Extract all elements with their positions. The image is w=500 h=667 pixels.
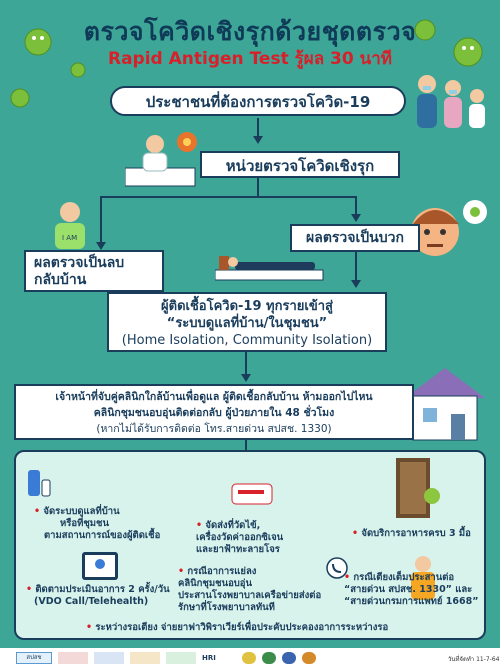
service-item-home-care: • จัดระบบดูแลที่บ้าน หรือที่ชุมชน ตามสถานการณ์ของผู้ติดเชื้อ [34, 506, 194, 542]
page-title: ตรวจโควิดเชิงรุกด้วยชุดตรวจ [83, 17, 417, 46]
arrow-start-unit [257, 118, 259, 138]
service-item-text: คลินิกชุมชนอบอุ่น [178, 578, 253, 589]
service-item-favipiravir: • ระหว่างรอเตียง จ่ายยาฟาวิพิราเวียร์เพื่อประคับประคองอาการระหว่างรอ [86, 622, 389, 633]
positive-result-node [290, 224, 420, 252]
testing-unit-label: หน่วยตรวจโควิดเชิงรุก [225, 157, 375, 175]
arrow-isolation-staff [245, 352, 247, 376]
positive-result-label: ผลตรวจเป็นบวก [306, 230, 404, 246]
arrow-positive-isolation [355, 252, 357, 282]
isolation-line-2: “ระบบดูแลที่บ้าน/ในชุมชน” [166, 316, 328, 331]
logo-9-icon [282, 652, 296, 664]
logo-5-icon [166, 652, 196, 664]
service-item-hotline: • กรณีเตียงเต็มประสานต่อ “สายด่วน สปสช. 1330” และ “สายด่วนกรมการแพทย์ 1668” [344, 572, 484, 608]
start-node [110, 86, 406, 116]
home-isolation-node [107, 292, 387, 352]
staff-line-2: คลินิกชุมชนอบอุ่นติดต่อกลับ ผู้ป่วยภายใน 48 ชั่วโมง [93, 407, 335, 419]
medicine-icon [24, 460, 54, 500]
testing-unit-node [200, 151, 400, 178]
bed-icon [215, 250, 325, 290]
service-item-equipment: • จัดส่งที่วัดไข้, เครื่องวัดค่าออกซิเจน และยาฟ้าทะลายโจร [196, 520, 346, 556]
video-call-icon [80, 548, 120, 588]
hri-logo: HRI [202, 652, 236, 664]
staff-line-3: (หากไม่ได้รับการติดต่อ โทร.สายด่วน สปสช. 1330) [96, 423, 332, 435]
logo-10-icon [302, 652, 316, 664]
start-node-label: ประชาชนที่ต้องการตรวจโควิด-19 [145, 93, 371, 111]
isolation-line-3: (Home Isolation, Community Isolation) [121, 333, 373, 348]
service-item-text: รักษาที่โรงพยาบาลทันที [178, 602, 275, 613]
svg-text:I AM: I AM [62, 234, 78, 242]
service-item-text: ติดตามประเมินอาการ 2 ครั้ง/วัน [35, 584, 170, 595]
logo-3-icon [94, 652, 124, 664]
arrowhead [351, 280, 361, 288]
service-item-text: ประสานโรงพยาบาลเครือข่ายส่งต่อ [178, 590, 322, 601]
staff-line-1: เจ้าหน้าที่จับคู่คลินิกใกล้บ้านเพื่อดูแล ผู้ติดเชื้อกลับบ้าน ห้ามออกไปไหน [55, 391, 373, 403]
page-subtitle: Rapid Antigen Test รู้ผล 30 นาที [108, 49, 392, 69]
door-food-icon [392, 456, 442, 520]
nhso-logo: สปสช [16, 652, 52, 664]
service-item-text: กรณีเตียงเต็มประสานต่อ [353, 572, 455, 583]
doctor-icon [125, 128, 205, 188]
happy-person-icon [40, 198, 100, 250]
isolation-line-1: ผู้ติดเชื้อโควิด-19 ทุกรายเข้าสู่ [161, 299, 333, 314]
service-item-text: ตามสถานการณ์ของผู้ติดเชื้อ [44, 530, 161, 541]
footer-logos [16, 650, 456, 665]
service-item-monitoring: • ติดตามประเมินอาการ 2 ครั้ง/วัน (VDO Call/Telehealth) [26, 584, 196, 608]
service-item-text: จัดบริการอาหารครบ 3 มื้อ [361, 528, 471, 539]
branch-stem [257, 178, 259, 196]
issue-date: วันที่จัดทำ 11-7-64 [448, 656, 500, 663]
logo-4-icon [130, 652, 160, 664]
logo-7-icon [242, 652, 256, 664]
service-item-text: และยาฟ้าทะลายโจร [196, 544, 280, 555]
family-icon [405, 66, 495, 134]
service-item-text: หรือที่ชุมชน [60, 518, 109, 529]
arrowhead [253, 136, 263, 144]
negative-result-label: ผลตรวจเป็นลบ [34, 255, 125, 271]
service-item-text: “สายด่วนกรมการแพทย์ 1668” [344, 596, 479, 607]
service-item-text: จัดส่งที่วัดไข้, [205, 520, 261, 531]
logo-8-icon [262, 652, 276, 664]
clinic-matching-node [14, 384, 414, 440]
go-home-label: กลับบ้าน [34, 272, 87, 288]
service-item-worsening: • กรณีอาการแย่ลง คลินิกชุมชนอบอุ่น ประสานโรงพยาบาลเครือข่ายส่งต่อ รักษาที่โรงพยาบาลทันที [178, 566, 328, 614]
service-item-meals: • จัดบริการอาหารครบ 3 มื้อ [352, 528, 471, 539]
negative-result-node [24, 250, 164, 292]
service-item-text: จัดระบบดูแลที่บ้าน [43, 506, 120, 517]
service-item-text: เครื่องวัดค่าออกซิเจน [196, 532, 284, 543]
arrowhead [351, 214, 361, 222]
service-item-text: “สายด่วน สปสช. 1330” และ [344, 584, 473, 595]
logo-2-icon [58, 652, 88, 664]
service-item-text: กรณีอาการแย่ลง [187, 566, 257, 577]
arrow-to-negative [100, 196, 102, 242]
service-item-text: (VDO Call/Telehealth) [34, 596, 149, 607]
branch-connector [100, 196, 356, 198]
arrow-to-positive [355, 196, 357, 214]
thermometer-kit-icon [230, 478, 274, 508]
arrowhead [241, 374, 251, 382]
service-item-text: ระหว่างรอเตียง จ่ายยาฟาวิพิราเวียร์เพื่อประคับประคองอาการระหว่างรอ [95, 622, 389, 633]
